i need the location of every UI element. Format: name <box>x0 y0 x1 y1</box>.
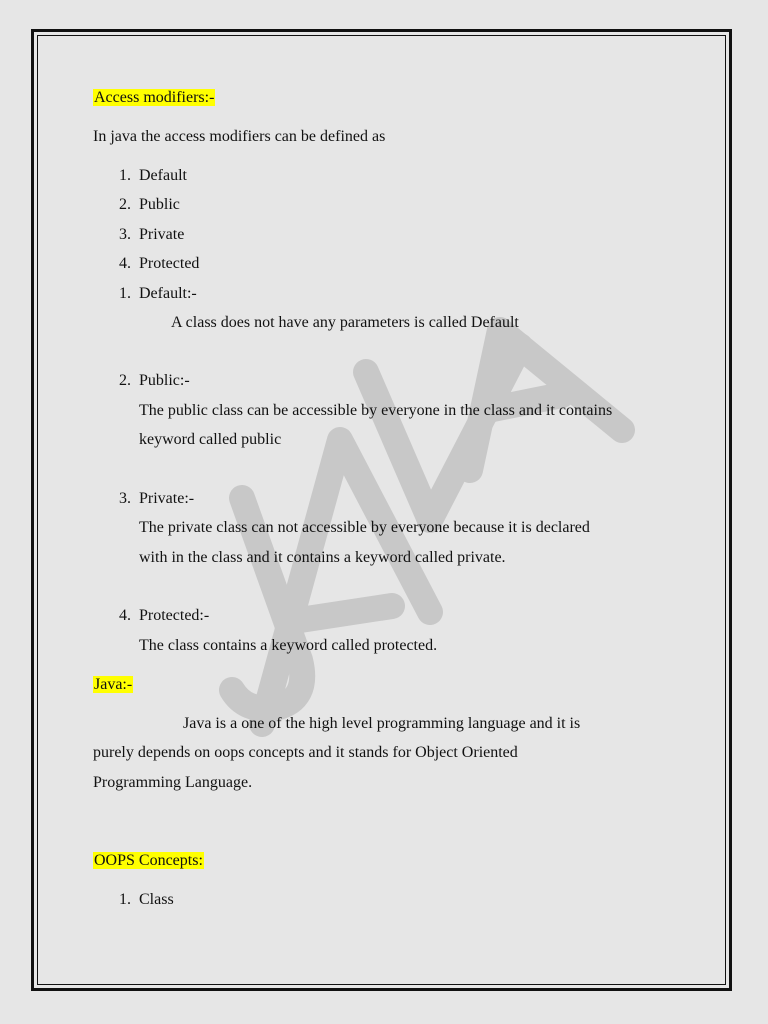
list-number: 1. <box>119 167 131 184</box>
list-number: 4. <box>119 255 131 272</box>
list-item: Default <box>139 167 187 184</box>
heading-highlight: Access modifiers:- <box>94 89 215 106</box>
intro-paragraph: In java the access modifiers can be defined as <box>93 128 386 145</box>
detail-text: The class contains a keyword called protected. <box>139 637 438 654</box>
detail-title: Default:- <box>139 285 197 302</box>
detail-number: 4. <box>119 607 131 624</box>
detail-text: with in the class and it contains a keyword called private. <box>139 549 506 566</box>
list-number: 2. <box>119 196 131 213</box>
java-paragraph-line: Java is a one of the high level programming language and it is <box>183 715 581 732</box>
detail-title: Protected:- <box>139 607 210 624</box>
detail-number: 3. <box>119 490 131 507</box>
detail-text: The private class can not accessible by everyone because it is declared <box>139 519 590 536</box>
detail-text: A class does not have any parameters is called Default <box>171 314 519 331</box>
java-paragraph-line: Programming Language. <box>93 774 253 791</box>
detail-title: Private:- <box>139 490 195 507</box>
list-number: 1. <box>119 891 131 908</box>
list-item: Public <box>139 196 180 213</box>
section-heading-oops <box>93 851 204 871</box>
java-paragraph-line: purely depends on oops concepts and it stands for Object Oriented <box>93 744 518 761</box>
detail-text: The public class can be accessible by everyone in the class and it contains <box>139 402 613 419</box>
list-item: Class <box>139 891 174 908</box>
section-heading-access-modifiers <box>93 88 215 108</box>
detail-number: 2. <box>119 372 131 389</box>
list-item: Protected <box>139 255 200 272</box>
section-heading-java <box>93 675 133 695</box>
list-item: Private <box>139 226 185 243</box>
heading-highlight: OOPS Concepts: <box>94 852 203 869</box>
detail-text: keyword called public <box>139 431 282 448</box>
detail-number: 1. <box>119 285 131 302</box>
detail-title: Public:- <box>139 372 190 389</box>
list-number: 3. <box>119 226 131 243</box>
heading-highlight: Java:- <box>94 676 133 693</box>
